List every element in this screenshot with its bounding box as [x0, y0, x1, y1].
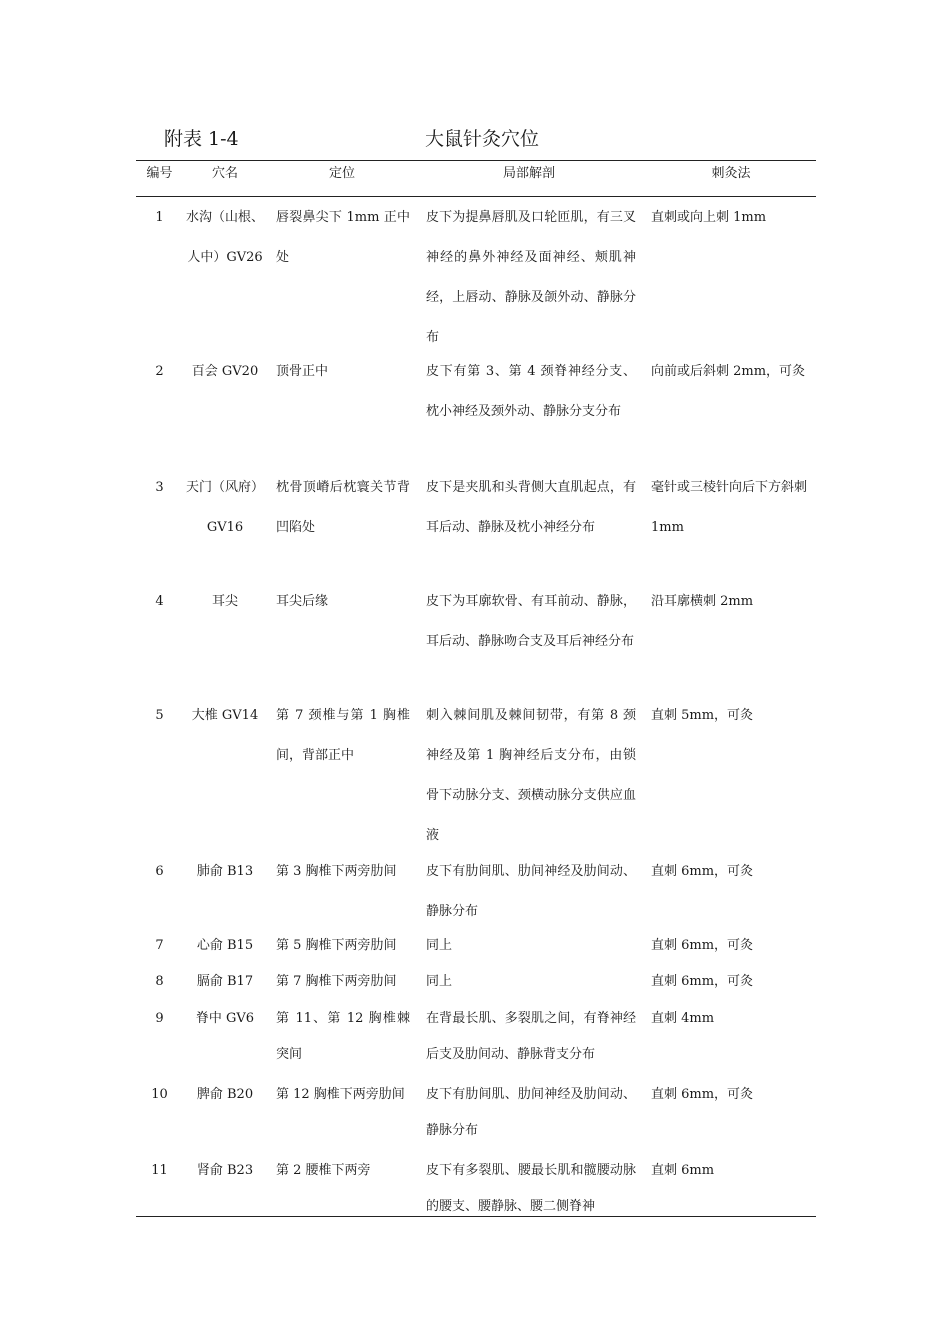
cell-anatomy: 皮下是夹肌和头背侧大直肌起点，有耳后动、静脉及枕小神经分布: [426, 480, 636, 535]
cell-location: 第 2 腰椎下两旁: [276, 1163, 371, 1178]
cell-location: 耳尖后缘: [276, 594, 329, 609]
cell-point-name: 天门（风府）GV16: [185, 480, 264, 535]
cell-method: 直刺 4mm: [651, 1011, 715, 1026]
cell-number: 11: [151, 1163, 168, 1178]
cell-point-name: 膈俞 B17: [196, 974, 254, 989]
cell-number: 2: [155, 364, 164, 379]
cell-point-name: 肾俞 B23: [196, 1163, 254, 1178]
table-row: [136, 352, 816, 468]
header-method: 刺灸法: [711, 166, 751, 181]
cell-point-name: 心俞 B15: [196, 938, 254, 953]
cell-method: 直刺 6mm，可灸: [651, 974, 754, 989]
header-location: 定位: [328, 166, 355, 181]
cell-location: 顶骨正中: [276, 364, 329, 379]
table-body: [136, 198, 816, 1214]
table-row: [136, 468, 816, 582]
cell-number: 1: [155, 210, 164, 225]
table-row: [136, 1153, 816, 1214]
cell-method: 毫针或三棱针向后下方斜刺 1mm: [651, 480, 808, 535]
cell-location: 第 5 胸椎下两旁肋间: [276, 938, 397, 953]
cell-number: 3: [155, 480, 164, 495]
table-row: [136, 928, 816, 964]
cell-location: 第 12 胸椎下两旁肋间: [276, 1087, 405, 1102]
cell-number: 10: [151, 1087, 168, 1102]
table-title: 大鼠针灸穴位: [425, 128, 540, 150]
cell-method: 向前或后斜刺 2mm，可灸: [651, 364, 806, 379]
cell-number: 9: [155, 1011, 164, 1026]
cell-anatomy: 皮下有第 3、第 4 颈脊神经分支、枕小神经及颈外动、静脉分支分布: [426, 364, 636, 419]
cell-point-name: 脾俞 B20: [196, 1087, 254, 1102]
cell-method: 直刺 6mm，可灸: [651, 1087, 754, 1102]
cell-anatomy: 皮下有肋间肌、肋间神经及肋间动、静脉分布: [426, 864, 636, 919]
cell-anatomy: 皮下为提鼻唇肌及口轮匝肌，有三叉神经的鼻外神经及面神经、颊肌神经，上唇动、静脉及颌外动、静脉分布: [426, 210, 636, 345]
cell-location: 唇裂鼻尖下 1mm 正中处: [276, 210, 410, 265]
table-row: [136, 964, 816, 1001]
table-row: [136, 696, 816, 852]
table-row: [136, 1001, 816, 1077]
table-number: 附表 1-4: [164, 128, 239, 150]
cell-location: 枕骨顶嵴后枕寰关节背凹陷处: [276, 480, 410, 535]
cell-anatomy: 皮下有肋间肌、肋间神经及肋间动、静脉分布: [426, 1087, 636, 1138]
cell-number: 5: [155, 708, 164, 723]
cell-location: 第 11、第 12 胸椎棘突间: [276, 1011, 410, 1062]
cell-point-name: 肺俞 B13: [196, 864, 254, 879]
cell-anatomy: 刺入棘间肌及棘间韧带，有第 8 颈神经及第 1 胸神经后支分布，由锁骨下动脉分支、颈横动脉分支供应血液: [426, 708, 636, 843]
cell-point-name: 耳尖: [211, 594, 238, 609]
cell-method: 直刺 6mm: [651, 1163, 715, 1178]
cell-location: 第 3 胸椎下两旁肋间: [276, 864, 397, 879]
cell-number: 6: [155, 864, 164, 879]
cell-point-name: 百会 GV20: [191, 364, 259, 379]
table-caption: [136, 124, 816, 150]
cell-anatomy: 皮下为耳廓软骨、有耳前动、静脉，耳后动、静脉吻合支及耳后神经分布: [426, 594, 636, 649]
cell-point-name: 脊中 GV6: [195, 1011, 255, 1026]
cell-anatomy: 在背最长肌、多裂肌之间，有脊神经后支及肋间动、静脉背支分布: [426, 1011, 636, 1062]
bottom-rule: [136, 1216, 816, 1217]
cell-method: 直刺 5mm，可灸: [651, 708, 754, 723]
table-header: [136, 160, 816, 196]
cell-anatomy: 同上: [426, 938, 453, 953]
cell-method: 直刺 6mm，可灸: [651, 864, 754, 879]
cell-method: 直刺或向上刺 1mm: [651, 210, 767, 225]
header-anatomy: 局部解剖: [502, 166, 555, 181]
cell-anatomy: 皮下有多裂肌、腰最长肌和髋腰动脉的腰支、腰静脉、腰二侧脊神: [426, 1163, 636, 1214]
cell-point-name: 大椎 GV14: [191, 708, 259, 723]
cell-method: 直刺 6mm，可灸: [651, 938, 754, 953]
cell-anatomy: 同上: [426, 974, 453, 989]
cell-location: 第 7 胸椎下两旁肋间: [276, 974, 397, 989]
cell-number: 7: [155, 938, 164, 953]
cell-location: 第 7 颈椎与第 1 胸椎间，背部正中: [276, 708, 410, 763]
cell-number: 8: [155, 974, 164, 989]
cell-point-name: 水沟（山根、人中）GV26: [185, 210, 264, 265]
header-number: 编号: [146, 166, 173, 181]
header-rule: [136, 196, 816, 197]
table-row: [136, 1077, 816, 1153]
table-row: [136, 582, 816, 696]
table-row: [136, 852, 816, 928]
cell-number: 4: [155, 594, 164, 609]
table-row: [136, 198, 816, 352]
cell-method: 沿耳廓横刺 2mm: [651, 594, 754, 609]
header-point-name: 穴名: [211, 166, 238, 181]
